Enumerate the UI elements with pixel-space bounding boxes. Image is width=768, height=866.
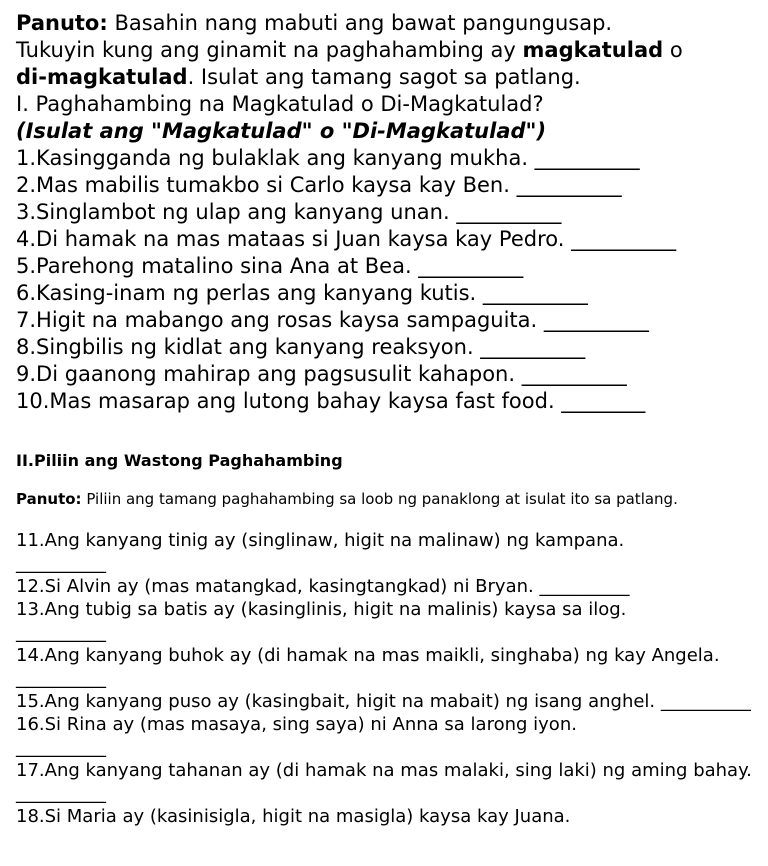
section2-title: II.Piliin ang Wastong Paghahambing [16, 451, 343, 470]
question-2: 2.Mas mabilis tumakbo si Carlo kaysa kay Ben. __________ [16, 173, 622, 197]
question-14: 14.Ang kanyang buhok ay (di hamak na mas maikli, singhaba) ng kay Angela. __________ [16, 645, 720, 689]
answer-blank-11: __________ [16, 553, 106, 574]
question-3: 3.Singlambot ng ulap ang kanyang unan. __________ [16, 200, 562, 224]
question-1: 1.Kasingganda ng bulaklak ang kanyang mukha. __________ [16, 146, 640, 170]
section2-questions [16, 529, 752, 828]
panuto-text-2: Tukuyin kung ang ginamit na paghahambing ay [16, 38, 523, 62]
question-9: 9.Di gaanong mahirap ang pagsusulit kahapon. __________ [16, 362, 627, 386]
question-12: 12.Si Alvin ay (mas matangkad, kasingtangkad) ni Bryan. __________ [16, 576, 630, 597]
question-13: 13.Ang tubig sa batis ay (kasinglinis, higit na malinis) kaysa sa ilog. [16, 599, 627, 620]
instructions-line3 [16, 64, 752, 91]
connector-o: o [663, 38, 683, 62]
answer-blank-13: __________ [16, 622, 106, 643]
keyword-di-magkatulad: di-magkatulad [16, 65, 188, 89]
question-18: 18.Si Maria ay (kasinisigla, higit na masigla) kaysa kay Juana. [16, 806, 571, 827]
question-10: 10.Mas masarap ang lutong bahay kaysa fast food. ________ [16, 389, 646, 413]
question-16: 16.Si Rina ay (mas masaya, sing saya) ni Anna sa larong iyon. [16, 714, 577, 735]
question-4: 4.Di hamak na mas mataas si Juan kaysa kay Pedro. __________ [16, 227, 677, 251]
answer-blank-16: __________ [16, 737, 106, 758]
question-5: 5.Parehong matalino sina Ana at Bea. __________ [16, 254, 524, 278]
panuto2-label: Panuto: [16, 490, 82, 508]
question-6: 6.Kasing-inam ng perlas ang kanyang kutis. __________ [16, 281, 588, 305]
panuto-label: Panuto: [16, 11, 108, 35]
instructions-part2 [16, 489, 752, 509]
panuto-text: Basahin nang mabuti ang bawat pangungusap. [107, 11, 613, 35]
question-15: 15.Ang kanyang puso ay (kasingbait, higit na mabait) ng isang anghel. __________ [16, 691, 751, 712]
question-8: 8.Singbilis ng kidlat ang kanyang reaksyon. __________ [16, 335, 586, 359]
section1-title: I. Paghahambing na Magkatulad o Di-Magkatulad? [16, 92, 544, 116]
question-17: 17.Ang kanyang tahanan ay (di hamak na mas malaki, sing laki) ng aming bahay. __________ [16, 760, 752, 804]
section1-subtitle-text: (Isulat ang "Magkatulad" o "Di-Magkatulad") [16, 119, 547, 143]
instructions-line2 [16, 37, 752, 64]
section1-subtitle [16, 118, 752, 145]
panuto2-text: Piliin ang tamang paghahambing sa loob ng panaklong at isulat ito sa patlang. [81, 490, 678, 508]
section1-questions [16, 145, 752, 415]
instructions-part1 [16, 10, 752, 37]
question-7: 7.Higit na mabango ang rosas kaysa sampaguita. __________ [16, 308, 649, 332]
question-11: 11.Ang kanyang tinig ay (singlinaw, higit na malinaw) ng kampana. [16, 530, 625, 551]
panuto-text-3: . Isulat ang tamang sagot sa patlang. [187, 65, 581, 89]
keyword-magkatulad: magkatulad [522, 38, 664, 62]
